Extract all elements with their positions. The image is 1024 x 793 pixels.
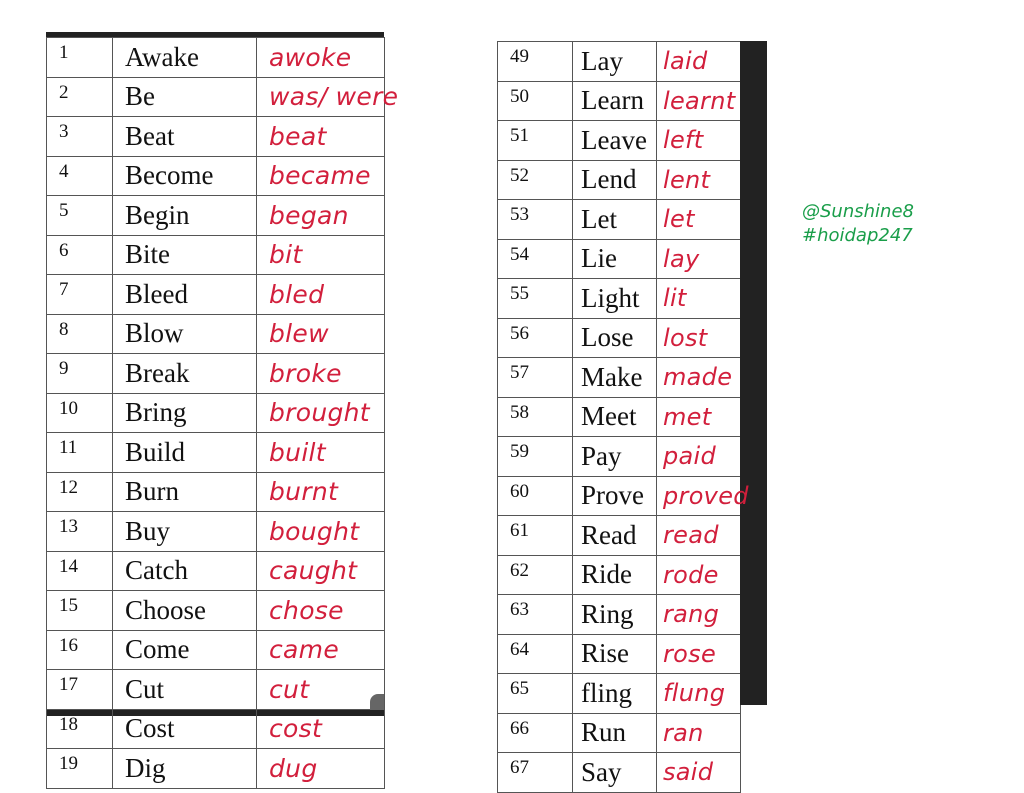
base-verb-text: Begin (125, 199, 190, 230)
table-row (47, 512, 385, 552)
past-tense-handwritten-text: dug (269, 753, 318, 783)
past-tense-handwritten-text: chose (269, 595, 344, 625)
row-number-text: 64 (510, 638, 529, 660)
row-number (498, 121, 573, 161)
base-verb-text: Build (125, 436, 186, 467)
row-number (47, 38, 113, 78)
base-verb (113, 472, 257, 512)
row-number (47, 551, 113, 591)
table-row (498, 318, 741, 358)
base-verb-text: Light (581, 282, 640, 313)
base-verb (573, 121, 657, 161)
base-verb-text: Lose (581, 322, 634, 353)
row-number-text: 59 (510, 441, 529, 462)
base-verb (573, 674, 657, 714)
row-number (47, 472, 113, 512)
table-row (47, 749, 385, 789)
base-verb-text: Pay (581, 440, 622, 471)
page-corner (370, 694, 384, 710)
table-row (47, 433, 385, 473)
past-tense-handwritten (257, 314, 385, 354)
table-row (498, 634, 741, 674)
base-verb (113, 77, 257, 117)
past-tense-handwritten-text: paid (663, 442, 717, 471)
table-row (498, 595, 741, 635)
past-tense-handwritten-text: read (663, 521, 719, 550)
table-row (498, 358, 741, 398)
past-tense-handwritten-text: said (663, 758, 714, 787)
base-verb-text: Say (581, 756, 622, 787)
base-verb (113, 38, 257, 78)
row-number-text: 13 (59, 516, 78, 537)
row-number (498, 555, 573, 595)
base-verb (113, 433, 257, 473)
table-row (47, 670, 385, 710)
table-row (47, 393, 385, 433)
row-number (47, 275, 113, 315)
base-verb (573, 397, 657, 437)
past-tense-handwritten-text: caught (269, 556, 358, 586)
base-verb (573, 358, 657, 398)
row-number (498, 753, 573, 793)
watermark (802, 200, 914, 248)
table-row (47, 630, 385, 670)
right-verb-table-panel (497, 41, 771, 787)
row-number (498, 397, 573, 437)
table-row (498, 42, 741, 82)
base-verb-text: Ring (581, 598, 634, 629)
base-verb (573, 42, 657, 82)
row-number-text: 54 (510, 243, 529, 265)
row-number (47, 354, 113, 394)
row-number-text: 67 (510, 757, 529, 778)
table-row (47, 314, 385, 354)
base-verb (573, 437, 657, 477)
table-row (47, 551, 385, 591)
watermark-username: @Sunshine8 (802, 201, 914, 222)
past-tense-handwritten (657, 200, 741, 240)
table-row (498, 81, 741, 121)
past-tense-handwritten-text: lit (663, 284, 687, 313)
table-row (498, 121, 741, 161)
base-verb (573, 713, 657, 753)
base-verb-text: Learn (581, 85, 644, 116)
row-number-text: 52 (510, 164, 529, 186)
table-row (498, 674, 741, 714)
table-row (498, 239, 741, 279)
base-verb (113, 749, 257, 789)
past-tense-handwritten-text: lent (663, 165, 711, 194)
base-verb (113, 156, 257, 196)
base-verb (573, 279, 657, 319)
past-tense-handwritten (257, 354, 385, 394)
past-tense-handwritten-text: blew (269, 319, 329, 349)
right-verb-table (497, 41, 749, 793)
past-tense-handwritten (257, 433, 385, 473)
base-verb (113, 670, 257, 710)
past-tense-handwritten-text: lost (663, 323, 708, 352)
base-verb-text: Cut (125, 673, 165, 704)
past-tense-handwritten (657, 674, 741, 714)
base-verb-text: Prove (581, 480, 644, 511)
left-verb-table-panel (46, 32, 399, 783)
base-verb (573, 476, 657, 516)
table-row (498, 437, 741, 477)
base-verb-text: Break (125, 357, 190, 388)
row-number (47, 709, 113, 749)
past-tense-handwritten (657, 595, 741, 635)
row-number (47, 433, 113, 473)
row-number-text: 11 (59, 437, 78, 458)
row-number-text: 1 (59, 42, 69, 63)
row-number-text: 16 (59, 634, 78, 656)
past-tense-handwritten (257, 670, 385, 710)
past-tense-handwritten-text: proved (663, 481, 749, 510)
base-verb (573, 595, 657, 635)
past-tense-handwritten (257, 472, 385, 512)
row-number (47, 77, 113, 117)
table-row (498, 200, 741, 240)
row-number (47, 314, 113, 354)
row-number-text: 57 (510, 362, 529, 383)
past-tense-handwritten-text: brought (269, 398, 370, 428)
row-number (47, 630, 113, 670)
row-number-text: 14 (59, 555, 78, 577)
base-verb (573, 753, 657, 793)
row-number-text: 4 (59, 160, 69, 182)
base-verb-text: Meet (581, 401, 637, 432)
row-number (498, 358, 573, 398)
past-tense-handwritten-text: became (269, 161, 371, 191)
base-verb (113, 591, 257, 631)
table-row (47, 38, 385, 78)
row-number (498, 200, 573, 240)
past-tense-handwritten (657, 516, 741, 556)
row-number-text: 15 (59, 595, 78, 616)
base-verb-text: Leave (581, 124, 647, 155)
base-verb (573, 555, 657, 595)
past-tense-handwritten-text: was/ were (269, 82, 399, 112)
base-verb-text: Bleed (125, 278, 188, 309)
row-number-text: 5 (59, 200, 69, 221)
row-number-text: 3 (59, 121, 69, 142)
base-verb-text: Come (125, 634, 190, 665)
base-verb-text: Dig (125, 752, 166, 783)
row-number-text: 60 (510, 480, 529, 502)
past-tense-handwritten (657, 437, 741, 477)
base-verb (113, 551, 257, 591)
past-tense-handwritten (657, 121, 741, 161)
row-number (498, 634, 573, 674)
past-tense-handwritten-text: beat (269, 121, 327, 151)
past-tense-handwritten (257, 591, 385, 631)
base-verb (113, 117, 257, 157)
past-tense-handwritten-text: came (269, 635, 339, 665)
row-number (47, 393, 113, 433)
base-verb (573, 239, 657, 279)
table-row (47, 591, 385, 631)
row-number-text: 65 (510, 678, 529, 699)
row-number-text: 61 (510, 520, 529, 541)
row-number (47, 591, 113, 631)
past-tense-handwritten (257, 275, 385, 315)
table-row (498, 279, 741, 319)
past-tense-handwritten-text: cut (269, 674, 310, 704)
base-verb-text: Burn (125, 476, 179, 507)
row-number (498, 318, 573, 358)
table-row (47, 196, 385, 236)
base-verb-text: fling (581, 677, 632, 708)
row-number (498, 81, 573, 121)
base-verb-text: Read (581, 519, 637, 550)
base-verb-text: Ride (581, 559, 632, 590)
past-tense-handwritten-text: bit (269, 240, 303, 270)
row-number (498, 674, 573, 714)
past-tense-handwritten-text: awoke (269, 42, 352, 72)
past-tense-handwritten (657, 397, 741, 437)
table-row (47, 275, 385, 315)
base-verb-text: Lend (581, 164, 637, 195)
row-number-text: 55 (510, 283, 529, 304)
past-tense-handwritten (657, 476, 749, 516)
row-number (47, 196, 113, 236)
row-number (47, 156, 113, 196)
row-number-text: 49 (510, 46, 529, 67)
table-row (498, 713, 741, 753)
past-tense-handwritten (257, 235, 385, 275)
past-tense-handwritten-text: let (663, 205, 695, 234)
base-verb-text: Cost (125, 713, 175, 744)
table-row (498, 160, 741, 200)
row-number (498, 437, 573, 477)
past-tense-handwritten-text: rode (663, 560, 719, 589)
past-tense-handwritten (257, 393, 385, 433)
past-tense-handwritten (257, 156, 385, 196)
row-number (498, 713, 573, 753)
row-number-text: 63 (510, 599, 529, 620)
base-verb (113, 512, 257, 552)
base-verb (113, 196, 257, 236)
base-verb-text: Awake (125, 41, 199, 72)
past-tense-handwritten-text: met (663, 402, 712, 431)
past-tense-handwritten (257, 630, 385, 670)
table-row (47, 472, 385, 512)
past-tense-handwritten-text: lay (663, 244, 700, 273)
row-number-text: 50 (510, 85, 529, 107)
base-verb (113, 275, 257, 315)
row-number (498, 42, 573, 82)
past-tense-handwritten (657, 160, 741, 200)
row-number-text: 62 (510, 559, 529, 581)
past-tense-handwritten-text: broke (269, 358, 342, 388)
table-row (47, 354, 385, 394)
row-number (498, 279, 573, 319)
dark-edge-bar (740, 41, 767, 705)
past-tense-handwritten (657, 239, 741, 279)
past-tense-handwritten (257, 512, 385, 552)
table-row (47, 709, 385, 749)
row-number (47, 749, 113, 789)
base-verb-text: Bite (125, 239, 170, 270)
row-number (47, 117, 113, 157)
base-verb-text: Bring (125, 397, 187, 428)
base-verb (573, 634, 657, 674)
table-row (47, 235, 385, 275)
base-verb-text: Make (581, 361, 643, 392)
base-verb-text: Buy (125, 515, 171, 546)
left-verb-table (46, 37, 399, 789)
row-number-text: 8 (59, 318, 69, 340)
table-row (47, 117, 385, 157)
row-number-text: 56 (510, 322, 529, 344)
row-number (498, 160, 573, 200)
base-verb (573, 516, 657, 556)
past-tense-handwritten (657, 42, 741, 82)
past-tense-handwritten (257, 709, 385, 749)
table-row (498, 555, 741, 595)
base-verb (113, 393, 257, 433)
base-verb-text: Rise (581, 638, 630, 669)
past-tense-handwritten (657, 634, 741, 674)
past-tense-handwritten-text: ran (663, 718, 704, 747)
row-number-text: 10 (59, 397, 78, 419)
base-verb-text: Let (581, 203, 617, 234)
past-tense-handwritten (657, 753, 741, 793)
row-number-text: 7 (59, 279, 69, 300)
row-number (47, 235, 113, 275)
past-tense-handwritten (657, 713, 741, 753)
base-verb (573, 160, 657, 200)
row-number (498, 516, 573, 556)
past-tense-handwritten-text: flung (663, 679, 726, 708)
base-verb (113, 630, 257, 670)
past-tense-handwritten (657, 279, 741, 319)
row-number-text: 9 (59, 358, 69, 379)
base-verb-text: Choose (125, 594, 206, 625)
row-number-text: 53 (510, 204, 529, 225)
base-verb-text: Become (125, 160, 214, 191)
past-tense-handwritten-text: laid (663, 47, 708, 76)
base-verb (573, 200, 657, 240)
table-row (498, 753, 741, 793)
base-verb-text: Beat (125, 120, 175, 151)
past-tense-handwritten (257, 749, 385, 789)
base-verb-text: Lie (581, 243, 617, 274)
past-tense-handwritten-text: learnt (663, 86, 736, 115)
row-number (47, 670, 113, 710)
row-number-text: 58 (510, 401, 529, 423)
past-tense-handwritten-text: rose (663, 639, 717, 668)
base-verb (113, 314, 257, 354)
past-tense-handwritten (257, 196, 385, 236)
base-verb (573, 81, 657, 121)
past-tense-handwritten (257, 38, 385, 78)
base-verb-text: Lay (581, 45, 623, 76)
base-verb (113, 354, 257, 394)
past-tense-handwritten (257, 117, 385, 157)
past-tense-handwritten-text: rang (663, 600, 720, 629)
watermark-hashtag: #hoidap247 (802, 225, 913, 246)
table-row (47, 77, 385, 117)
past-tense-handwritten (657, 318, 741, 358)
table-row (498, 516, 741, 556)
base-verb (113, 235, 257, 275)
past-tense-handwritten-text: began (269, 200, 349, 230)
row-number-text: 19 (59, 753, 78, 774)
past-tense-handwritten-text: burnt (269, 477, 339, 507)
row-number (498, 476, 573, 516)
row-number (498, 239, 573, 279)
row-number-text: 66 (510, 717, 529, 739)
past-tense-handwritten (657, 555, 741, 595)
base-verb-text: Catch (125, 555, 188, 586)
row-number-text: 6 (59, 239, 69, 261)
row-number-text: 2 (59, 81, 69, 103)
past-tense-handwritten (257, 77, 399, 117)
row-number-text: 17 (59, 674, 78, 695)
base-verb (113, 709, 257, 749)
table-row (498, 476, 741, 516)
table-row (498, 397, 741, 437)
base-verb-text: Run (581, 717, 627, 748)
past-tense-handwritten-text: bought (269, 516, 360, 546)
base-verb-text: Be (125, 81, 155, 112)
row-number (498, 595, 573, 635)
past-tense-handwritten (657, 358, 741, 398)
table-row (47, 156, 385, 196)
past-tense-handwritten (657, 81, 741, 121)
row-number-text: 12 (59, 476, 78, 498)
row-number-text: 18 (59, 713, 78, 735)
base-verb (573, 318, 657, 358)
row-number-text: 51 (510, 125, 529, 146)
past-tense-handwritten-text: cost (269, 714, 323, 744)
past-tense-handwritten-text: built (269, 437, 326, 467)
past-tense-handwritten-text: left (663, 126, 704, 155)
past-tense-handwritten-text: bled (269, 279, 325, 309)
past-tense-handwritten (257, 551, 385, 591)
row-number (47, 512, 113, 552)
base-verb-text: Blow (125, 318, 184, 349)
past-tense-handwritten-text: made (663, 363, 733, 392)
